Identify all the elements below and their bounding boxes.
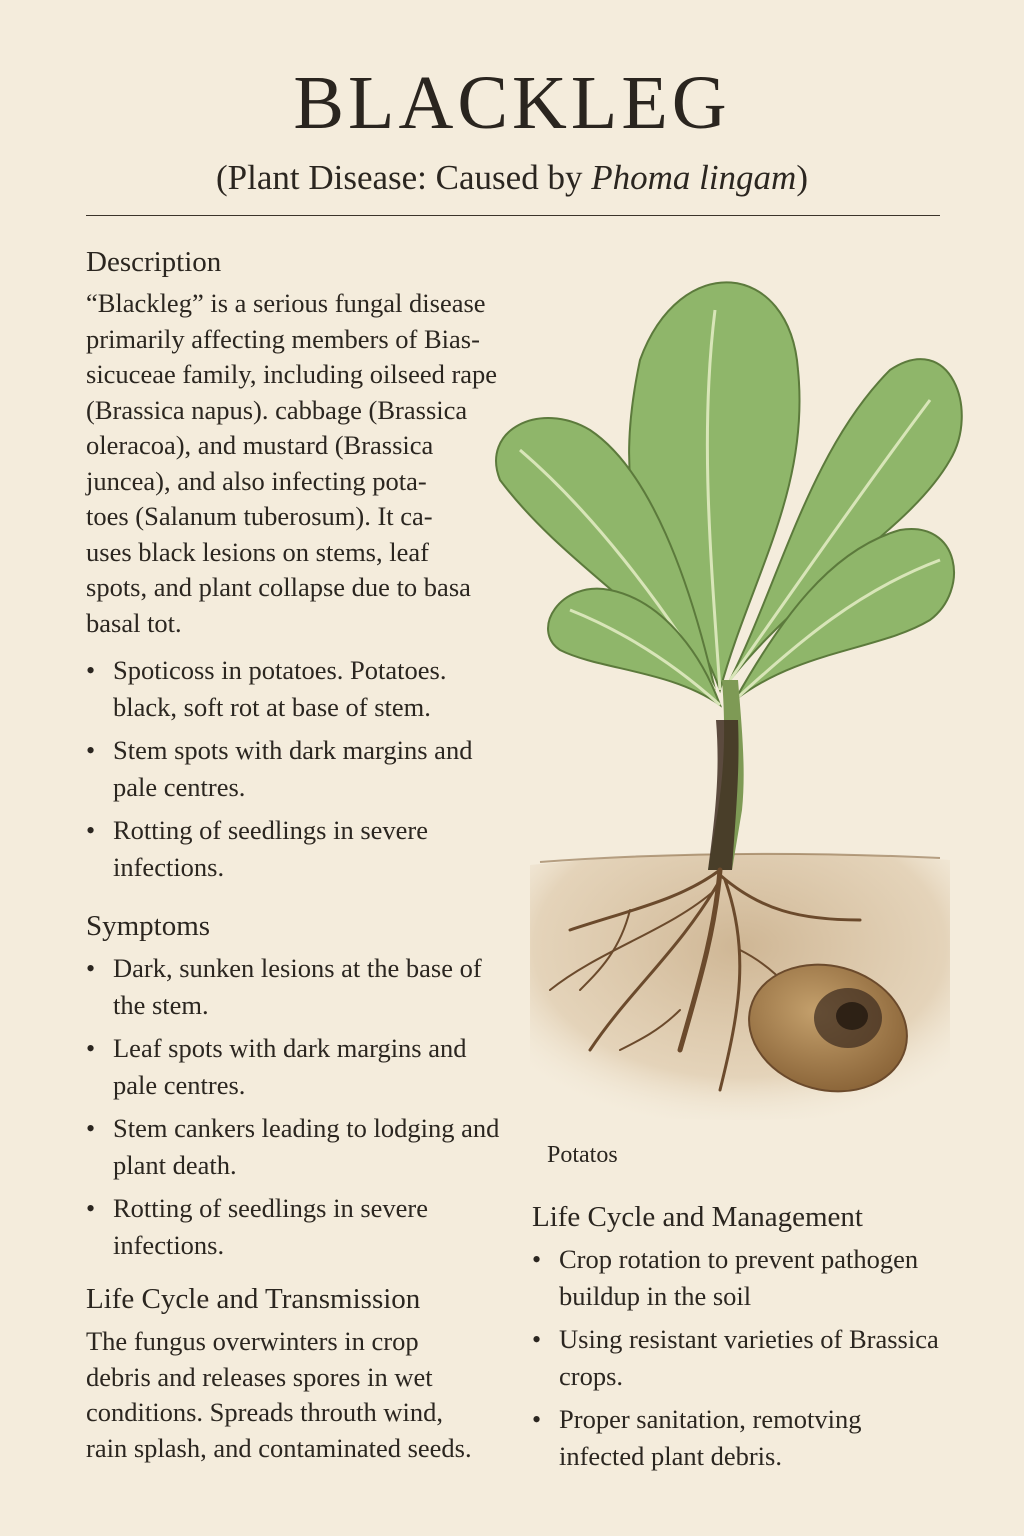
list-item: • Stem spots with dark margins and pale centres. [86, 732, 516, 806]
illustration-caption: Potatos [547, 1142, 618, 1168]
transmission-heading: Life Cycle and Transmission [86, 1283, 421, 1315]
subtitle-suffix: ) [796, 158, 808, 197]
description-line: juncea), and also infecting pota- [86, 465, 427, 496]
description-line: toes (Salanum tuberosum). It ca- [86, 501, 433, 531]
list-item: • Crop rotation to prevent pathogen buildup in the soil [532, 1241, 942, 1315]
transmission-text [86, 1324, 536, 1466]
description-line: primarily affecting members of Bias- [86, 323, 480, 354]
list-item: • Leaf spots with dark margins and pale centres. [86, 1030, 516, 1104]
leaves [496, 282, 962, 705]
description-text [86, 286, 536, 641]
subtitle-prefix: (Plant Disease: Caused by [215, 158, 592, 197]
list-item: • Rotting of seedlings in severe infections. [86, 812, 516, 886]
symptoms-bullet-list [86, 950, 516, 1270]
subtitle-pathogen: Phoma lingam [591, 158, 797, 197]
description-line: sicuceae family, including oilseed rape [86, 359, 498, 389]
list-item: • Stem cankers leading to lodging and plant death. [86, 1110, 516, 1184]
blackleg-plant-illustration [480, 250, 980, 1130]
list-item: • Proper sanitation, remotving infected plant debris. [532, 1401, 942, 1475]
list-item: • Using resistant varieties of Brassica crops. [532, 1321, 942, 1395]
description-line: (Brassica napus). cabbage (Brassica [86, 394, 468, 425]
description-line: uses black lesions on stems, leaf [86, 536, 429, 567]
transmission-line: The fungus overwinters in crop [86, 1326, 419, 1356]
page-subtitle [0, 158, 1024, 198]
transmission-line: conditions. Spreads throuth wind, [86, 1397, 443, 1427]
description-line: “Blackleg” is a serious fungal disease [86, 288, 486, 318]
transmission-line: debris and releases spores in wet [86, 1361, 433, 1392]
list-item: • Spoticoss in potatoes. Potatoes. black, soft rot at base of stem. [86, 652, 516, 726]
management-bullet-list [532, 1241, 942, 1481]
transmission-line: rain splash, and contaminated seeds. [86, 1432, 472, 1463]
list-item: • Rotting of seedlings in severe infections. [86, 1190, 516, 1264]
title-divider [86, 215, 940, 216]
description-heading: Description [86, 246, 222, 278]
symptoms-heading: Symptoms [86, 910, 211, 942]
list-item: • Dark, sunken lesions at the base of the stem. [86, 950, 516, 1024]
description-line: spots, and plant collapse due to basa [86, 572, 471, 602]
description-bullet-list [86, 652, 516, 892]
page-title: BLACKLEG [293, 61, 731, 145]
management-heading: Life Cycle and Management [532, 1201, 863, 1233]
description-line: oleracoa), and mustard (Brassica [86, 430, 434, 460]
description-line: basal tot. [86, 607, 182, 638]
